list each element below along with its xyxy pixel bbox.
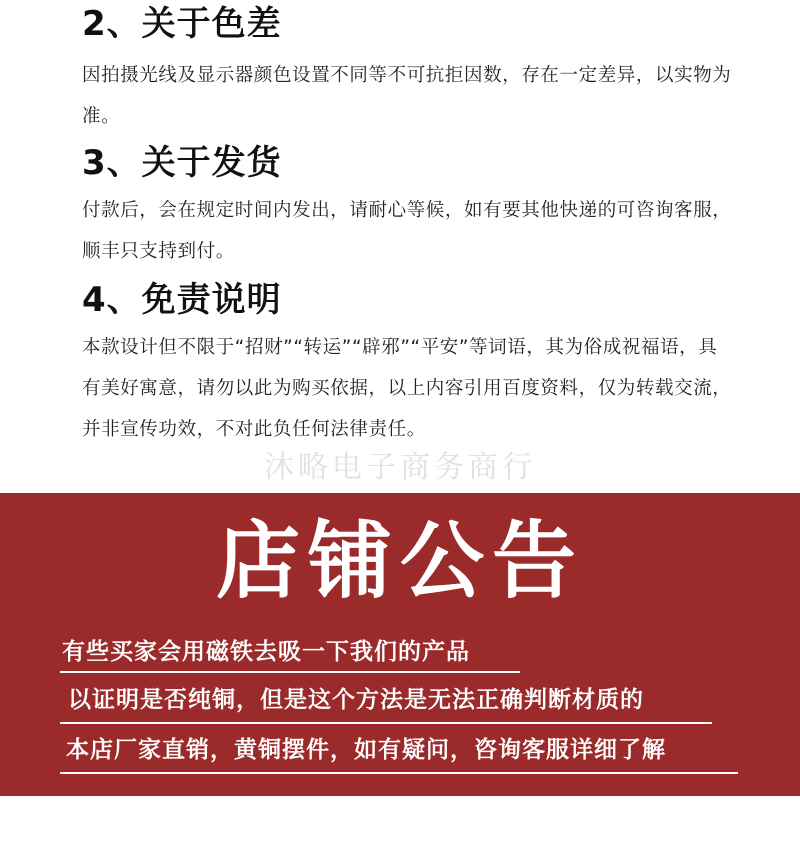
store-announcement-banner — [0, 493, 800, 796]
section-text-shipping: 付款后，会在规定时间内发出，请耐心等候，如有要其他快递的可咨询客服，顺丰只支持到付。 — [82, 200, 732, 262]
section-heading-shipping: 3、关于发货 — [82, 143, 282, 183]
notice-underline-3 — [60, 772, 738, 774]
section-text-color-difference: 因拍摄光线及显示器颜色设置不同等不可抗拒因数，存在一定差异，以实物为准。 — [82, 65, 732, 127]
shop-watermark: 沐略电子商务商行 — [264, 450, 536, 485]
banner-title: 店铺公告 — [215, 512, 584, 610]
notice-underline-1 — [60, 671, 520, 673]
notice-line-1: 有些买家会用磁铁去吸一下我们的产品 — [62, 639, 470, 665]
section-heading-disclaimer: 4、免责说明 — [82, 280, 282, 320]
notice-underline-2 — [60, 722, 712, 724]
notice-line-2: 以证明是否纯铜，但是这个方法是无法正确判断材质的 — [68, 687, 644, 713]
notice-line-3: 本店厂家直销，黄铜摆件，如有疑问，咨询客服详细了解 — [66, 737, 666, 763]
section-text-disclaimer: 本款设计但不限于“招财”“转运”“辟邪”“平安”等词语，其为俗成祝福语，具有美好寓意，请勿以此为购买依据，以上内容引用百度资料，仅为转载交流，并非宣传功效，不对此负任何法律责任。 — [82, 337, 732, 440]
section-heading-color-difference: 2、关于色差 — [82, 4, 282, 44]
